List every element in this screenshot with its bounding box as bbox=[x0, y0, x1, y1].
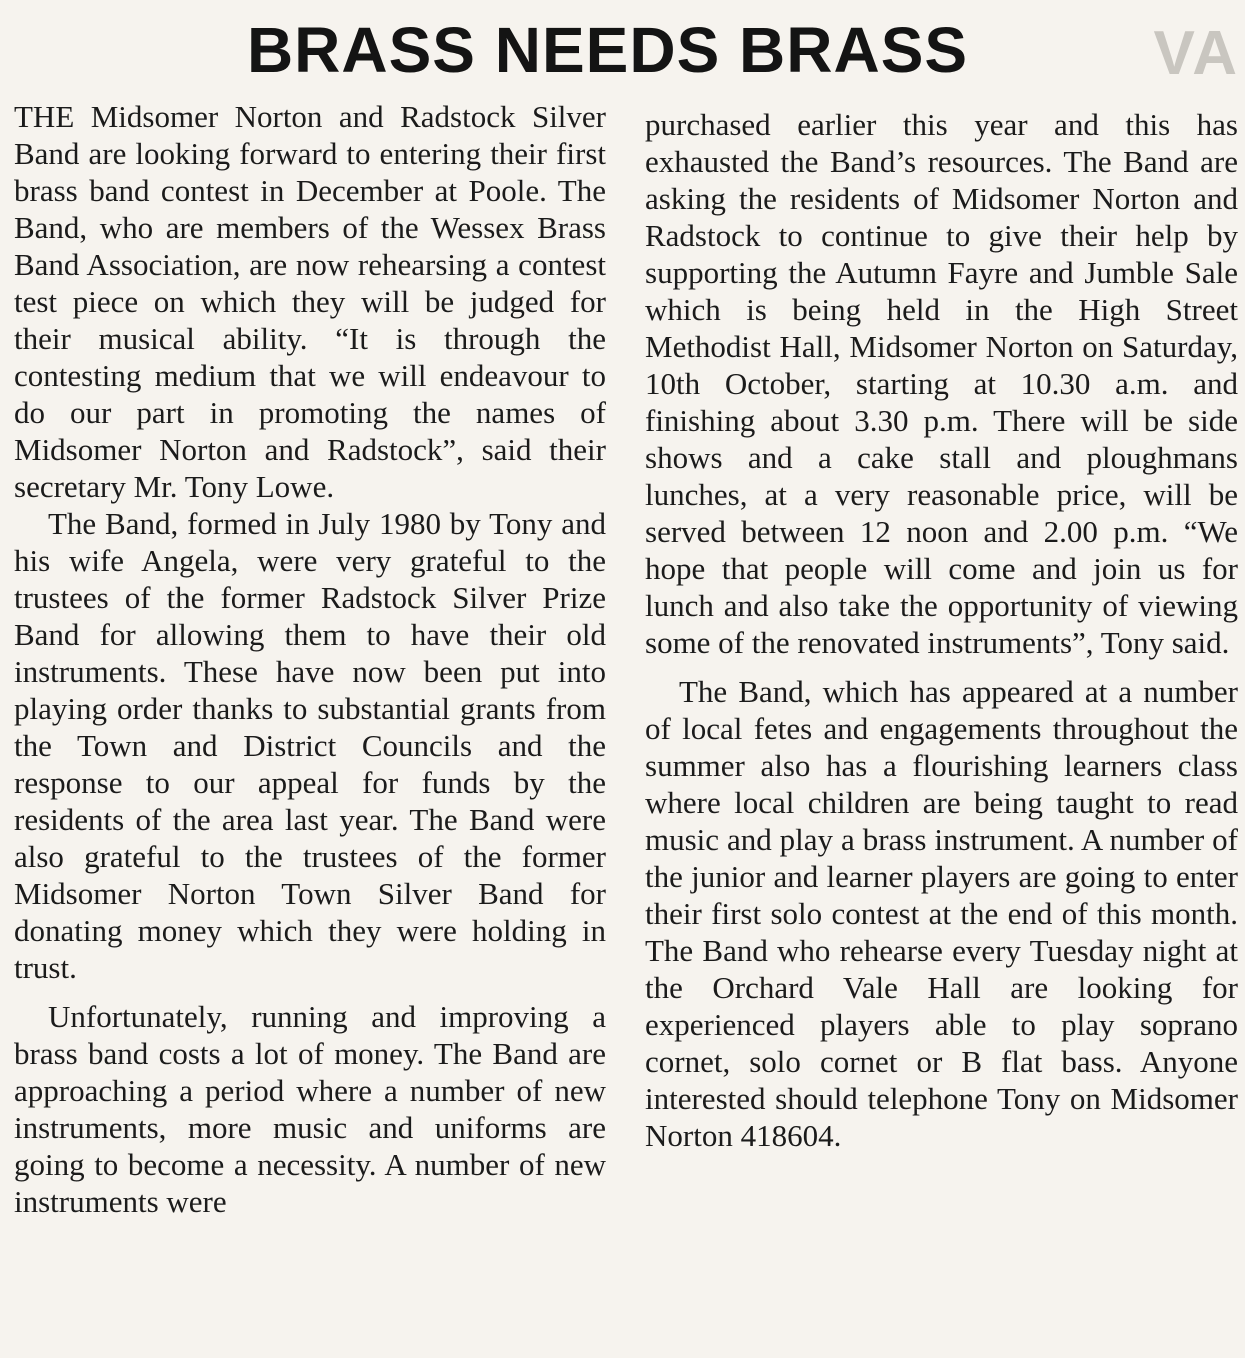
article-headline: BRASS NEEDS BRASS bbox=[246, 14, 969, 86]
left-column bbox=[14, 98, 606, 1220]
paragraph-1: THE Midsomer Norton and Radstock Silver Band are looking forward to entering their first brass band contest in December at Poole. The Band, who are members of the Wessex Brass Band Association, are now rehearsing a contest test piece on which they will be judged for their musical ability. “It is through the contesting medium that we will endeavour to do our part in promoting the names of Midsomer Norton and Radstock”, said their secretary Mr. Tony Lowe. bbox=[14, 99, 606, 504]
paragraph-3: Unfortunately, running and improving a brass band costs a lot of money. The Band are approaching a period where a number of new instruments, more music and uniforms are going to become a necessity. A number of new instruments were bbox=[14, 999, 606, 1219]
paragraph-4: purchased earlier this year and this has exhausted the Band’s resources. The Band are asking the residents of Midsomer Norton and Radstock to continue to give their help by supporting the Autumn Fayre and Jumble Sale which is being held in the High Street Methodist Hall, Midsomer Norton on Saturday, 10th October, starting at 10.30 a.m. and finishing about 3.30 p.m. There will be side shows and a cake stall and ploughmans lunches, at a very reasonable price, will be served between 12 noon and 2.00 p.m. “We hope that people will come and join us for lunch and also take the opportunity of viewing some of the renovated instruments”, Tony said. bbox=[645, 107, 1238, 660]
adjacent-article-bleed: VA bbox=[1153, 19, 1239, 88]
paragraph-2: The Band, formed in July 1980 by Tony and his wife Angela, were very grateful to the trustees of the former Radstock Silver Prize Band for allowing them to have their old instruments. These have now been put into playing order thanks to substantial grants from the Town and District Councils and the response to our appeal for funds by the residents of the area last year. The Band were also grateful to the trustees of the former Midsomer Norton Town Silver Band for donating money which they were holding in trust. bbox=[14, 506, 606, 985]
right-column bbox=[645, 106, 1238, 1154]
paragraph-5: The Band, which has appeared at a number of local fetes and engagements throughout the summer also has a flourishing learners class where local children are being taught to read music and play a brass instrument. A number of the junior and learner players are going to enter their first solo contest at the end of this month. The Band who rehearse every Tuesday night at the Orchard Vale Hall are looking for experienced players able to play soprano cornet, solo cornet or B flat bass. Anyone interested should telephone Tony on Midsomer Norton 418604. bbox=[645, 674, 1238, 1153]
